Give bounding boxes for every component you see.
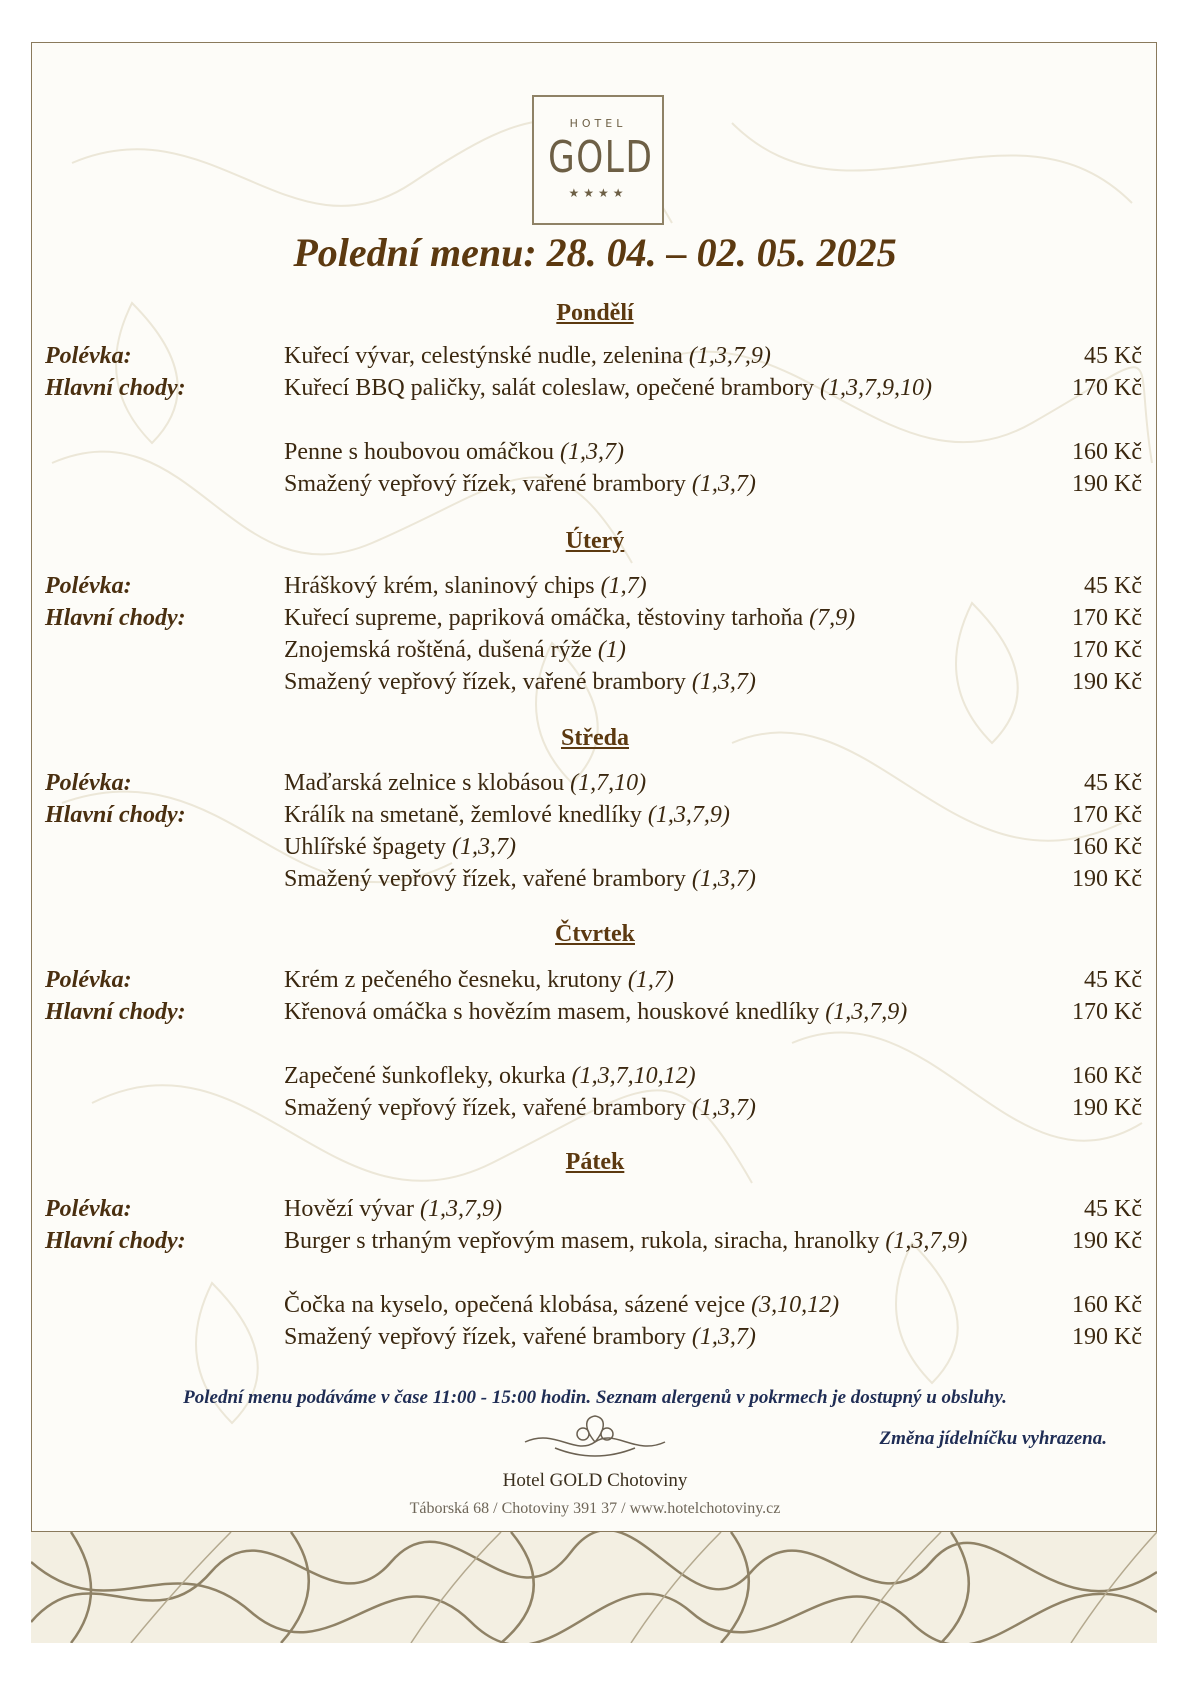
menu-price: 160 Kč bbox=[1072, 1063, 1142, 1089]
menu-item: Kuřecí vývar, celestýnské nudle, zelenina (1,3,7,9) bbox=[284, 343, 771, 369]
main-label: Hlavní chody: bbox=[45, 1228, 186, 1254]
logo-gold-text: GOLD bbox=[548, 132, 654, 183]
menu-change-note: Změna jídelníčku vyhrazena. bbox=[879, 1428, 1107, 1449]
day-heading-tuesday: Úterý bbox=[565, 528, 625, 554]
day-heading-wednesday: Středa bbox=[561, 725, 629, 751]
day-heading-friday: Pátek bbox=[565, 1149, 625, 1175]
menu-item: Znojemská roštěná, dušená rýže (1) bbox=[284, 637, 626, 663]
menu-item: Smažený vepřový řízek, vařené brambory (1,3,7) bbox=[284, 471, 756, 497]
serving-hours-note: Polední menu podáváme v čase 11:00 - 15:00 hodin. Seznam alergenů v pokrmech je dostupný u obsluhy. bbox=[183, 1387, 1007, 1408]
menu-item: Smažený vepřový řízek, vařené brambory (1,3,7) bbox=[284, 866, 756, 892]
menu-item: Králík na smetaně, žemlové knedlíky (1,3,7,9) bbox=[284, 802, 730, 828]
soup-label: Polévka: bbox=[45, 770, 132, 796]
menu-item: Smažený vepřový řízek, vařené brambory (1,3,7) bbox=[284, 1095, 756, 1121]
menu-price: 160 Kč bbox=[1072, 1292, 1142, 1318]
menu-item: Krém z pečeného česneku, krutony (1,7) bbox=[284, 967, 674, 993]
footer-hotel-name: Hotel GOLD Chotoviny bbox=[502, 1470, 688, 1491]
menu-price: 190 Kč bbox=[1072, 669, 1142, 695]
menu-item: Kuřecí BBQ paličky, salát coleslaw, opečené brambory (1,3,7,9,10) bbox=[284, 375, 933, 401]
main-label: Hlavní chody: bbox=[45, 605, 186, 631]
hotel-logo bbox=[532, 95, 664, 225]
day-heading-thursday: Čtvrtek bbox=[555, 921, 635, 947]
leaf-band-art bbox=[31, 1532, 1157, 1643]
menu-item: Křenová omáčka s hovězím masem, houskové knedlíky (1,3,7,9) bbox=[284, 999, 908, 1025]
menu-price: 45 Kč bbox=[1084, 573, 1142, 599]
menu-item: Maďarská zelnice s klobásou (1,7,10) bbox=[284, 770, 647, 796]
menu-price: 160 Kč bbox=[1072, 834, 1142, 860]
day-heading-monday: Pondělí bbox=[556, 300, 634, 326]
menu-price: 170 Kč bbox=[1072, 375, 1142, 401]
menu-price: 190 Kč bbox=[1072, 1228, 1142, 1254]
soup-label: Polévka: bbox=[45, 967, 132, 993]
menu-price: 190 Kč bbox=[1072, 1095, 1142, 1121]
menu-item: Penne s houbovou omáčkou (1,3,7) bbox=[284, 439, 624, 465]
soup-label: Polévka: bbox=[45, 343, 132, 369]
menu-item: Smažený vepřový řízek, vařené brambory (1,3,7) bbox=[284, 1324, 756, 1350]
menu-price: 170 Kč bbox=[1072, 605, 1142, 631]
menu-item: Zapečené šunkofleky, okurka (1,3,7,10,12) bbox=[284, 1063, 696, 1089]
logo-hotel-text: HOTEL bbox=[569, 117, 627, 130]
menu-price: 45 Kč bbox=[1084, 343, 1142, 369]
soup-label: Polévka: bbox=[45, 573, 132, 599]
menu-item: Smažený vepřový řízek, vařené brambory (1,3,7) bbox=[284, 669, 756, 695]
ornament-flourish bbox=[515, 1408, 675, 1468]
menu-price: 45 Kč bbox=[1084, 1196, 1142, 1222]
main-label: Hlavní chody: bbox=[45, 999, 186, 1025]
menu-item: Hráškový krém, slaninový chips (1,7) bbox=[284, 573, 647, 599]
menu-price: 45 Kč bbox=[1084, 770, 1142, 796]
menu-item: Burger s trhaným vepřovým masem, rukola, siracha, hranolky (1,3,7,9) bbox=[284, 1228, 968, 1254]
main-label: Hlavní chody: bbox=[45, 375, 186, 401]
logo-stars: ★★★★ bbox=[568, 186, 628, 200]
menu-price: 190 Kč bbox=[1072, 471, 1142, 497]
menu-price: 160 Kč bbox=[1072, 439, 1142, 465]
decorative-bottom-band bbox=[31, 1531, 1157, 1643]
soup-label: Polévka: bbox=[45, 1196, 132, 1222]
menu-price: 190 Kč bbox=[1072, 1324, 1142, 1350]
footer-address: Táborská 68 / Chotoviny 391 37 / www.hotelchotoviny.cz bbox=[409, 1500, 781, 1517]
main-label: Hlavní chody: bbox=[45, 802, 186, 828]
menu-item: Uhlířské špagety (1,3,7) bbox=[284, 834, 516, 860]
menu-price: 190 Kč bbox=[1072, 866, 1142, 892]
menu-item: Hovězí vývar (1,3,7,9) bbox=[284, 1196, 502, 1222]
menu-item: Kuřecí supreme, papriková omáčka, těstoviny tarhoňa (7,9) bbox=[284, 605, 856, 631]
menu-item: Čočka na kyselo, opečená klobása, sázené vejce (3,10,12) bbox=[284, 1292, 840, 1318]
menu-price: 170 Kč bbox=[1072, 802, 1142, 828]
menu-price: 45 Kč bbox=[1084, 967, 1142, 993]
menu-price: 170 Kč bbox=[1072, 999, 1142, 1025]
page-title: Polední menu: 28. 04. – 02. 05. 2025 bbox=[293, 230, 897, 275]
menu-price: 170 Kč bbox=[1072, 637, 1142, 663]
